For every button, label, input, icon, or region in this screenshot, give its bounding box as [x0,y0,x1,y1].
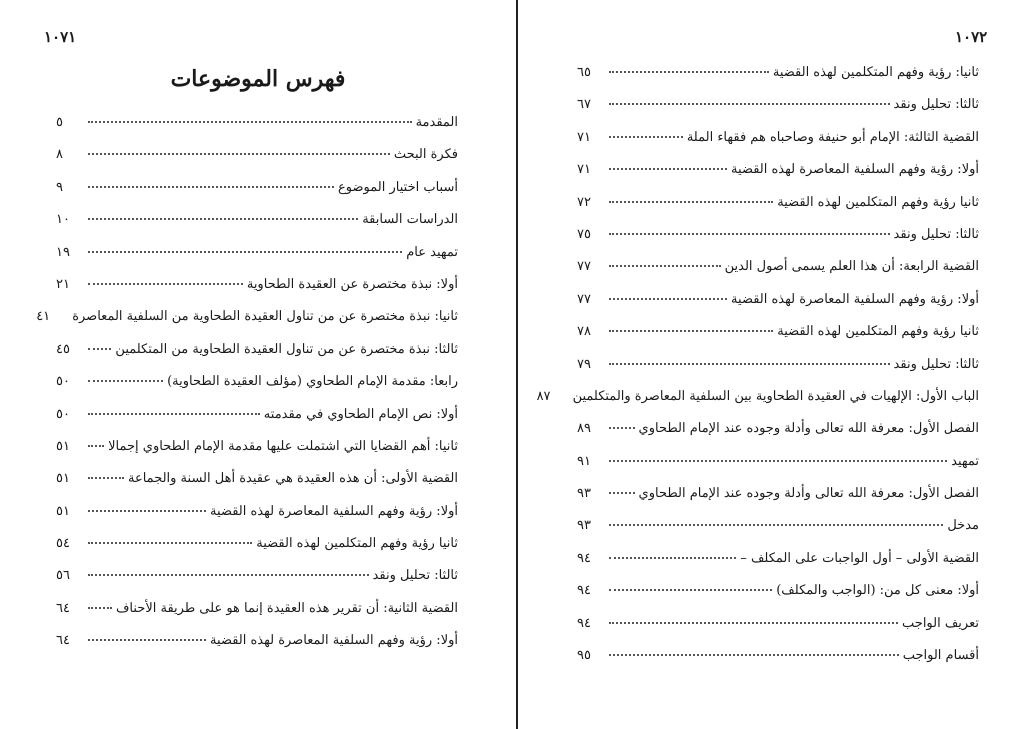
toc-entry-page: ٤١ [36,309,51,325]
dot-leader [88,121,412,123]
toc-entry-title: أولا: نص الإمام الطحاوي في مقدمته [263,406,458,422]
dot-leader [88,510,206,512]
toc-entry [56,471,458,503]
toc-entry-title: أقسام الواجب [902,648,979,664]
toc-entry [56,407,458,439]
toc-entry [56,342,458,374]
page-divider [516,0,518,729]
toc-entry-page: ٩٤ [577,550,591,566]
dot-leader [609,622,898,624]
toc-entry-title: رابعا: مقدمة الإمام الطحاوي (مؤلف العقيدة الطحاوية) [167,374,458,390]
toc-entry [56,601,458,633]
toc-entry-title: أولا: رؤية وفهم السلفية المعاصرة لهذه القضية [731,291,979,307]
toc-entry-title: القضية الثانية: أن تقرير هذه العقيدة إنما هو على طريقة الأحناف [115,600,458,616]
toc-entry-title: الباب الأول: الإلهيات في العقيدة الطحاوية بين السلفية المعاصرة والمتكلمين [572,388,979,404]
dot-leader [88,186,334,188]
toc-entry [56,439,458,471]
toc-entry [577,65,979,97]
toc-entry [577,518,979,550]
toc-entry [577,551,979,583]
toc-entry-page: ٧١ [577,129,591,145]
toc-entry [56,115,458,147]
toc-entry-page: ٨٧ [536,388,551,404]
dot-leader [88,153,390,155]
dot-leader [609,265,721,267]
toc-entry-title: أولا: رؤية وفهم السلفية المعاصرة لهذه القضية [210,503,458,519]
toc-entry [577,227,979,259]
toc-entry-title: ثانيا: رؤية وفهم المتكلمين لهذه القضية [772,65,979,80]
toc-entry-title: ثانيا رؤية وفهم المتكلمين لهذه القضية [777,324,979,340]
dot-leader [88,413,260,415]
toc-entry-title: ثانيا رؤية وفهم المتكلمين لهذه القضية [256,536,458,552]
dot-leader [609,492,635,494]
toc-entry-page: ٤٥ [56,341,70,357]
toc-entry [577,616,979,648]
toc-entry [56,504,458,536]
toc-entry [56,245,458,277]
toc-entry-page: ٢١ [56,276,70,292]
dot-leader [609,298,727,300]
toc-entry-page: ٨٩ [577,421,591,437]
page-number: ١٠٧١ [44,28,77,46]
dot-leader [88,218,358,220]
dot-leader [609,201,773,203]
toc-entry [56,277,458,309]
dot-leader [609,136,683,138]
toc-entry-page: ٥١ [56,438,70,454]
toc-entry-title: أولا: معنى كل من: (الواجب والمكلف) [776,583,979,599]
toc-entry [577,583,979,615]
dot-leader [88,607,112,609]
toc-entry-title: ثانيا: أهم القضايا التي اشتملت عليها مقدمة الإمام الطحاوي إجمالا [108,438,458,454]
toc-entry-page: ٥١ [56,503,70,519]
toc-entry-title: تمهيد [951,453,979,469]
toc-entry-page: ٦٤ [56,600,70,616]
toc-entry-page: ٥٦ [56,568,70,584]
toc-entry-title: تعريف الواجب [902,615,979,631]
toc-entry-title: ثالثا: تحليل ونقد [893,226,979,242]
toc-entry-title: تمهيد عام [406,244,458,260]
toc-entry-page: ٧٢ [577,194,591,210]
toc-entry [56,536,458,568]
toc-entry [577,162,979,194]
toc-entry [56,147,458,179]
dot-leader [609,330,773,332]
dot-leader [609,363,890,365]
toc-entry [56,374,458,406]
page-title: فهرس الموضوعات [170,66,346,92]
toc-entry [577,292,979,324]
toc-entry-page: ٧٧ [577,259,591,275]
toc-entry-title: ثالثا: تحليل ونقد [893,356,979,372]
toc-list-left [36,115,458,666]
toc-entry-page: ٨ [56,147,63,163]
toc-entry-title: القضية الأولى: أن هذه العقيدة هي عقيدة أهل السنة والجماعة [127,471,458,487]
toc-list-right [536,65,979,680]
dot-leader [609,524,943,526]
toc-entry-page: ٩٣ [577,518,591,534]
toc-entry-title: أولا: نبذة مختصرة عن العقيدة الطحاوية [246,276,458,292]
toc-entry-page: ٥٠ [56,374,70,390]
toc-entry-title: الدراسات السابقة [362,212,458,228]
toc-entry-title: مدخل [947,518,979,534]
toc-entry-title: فكرة البحث [393,147,458,163]
dot-leader [609,71,769,73]
toc-entry-page: ٥٤ [56,536,70,552]
toc-entry-page: ٩٤ [577,615,591,631]
toc-entry-page: ٩١ [577,453,591,469]
toc-entry-title: أولا: رؤية وفهم السلفية المعاصرة لهذه القضية [731,162,979,178]
toc-entry [577,486,979,518]
toc-entry-page: ٧٥ [577,226,591,242]
toc-entry [577,324,979,356]
toc-entry [577,97,979,129]
dot-leader [609,557,736,559]
toc-entry-title: الفصل الأول: معرفة الله تعالى وأدلة وجوده عند الإمام الطحاوي [638,486,979,502]
dot-leader [609,427,635,429]
toc-entry-title: أسباب اختيار الموضوع [338,179,458,195]
left-page [0,0,516,729]
dot-leader [88,348,111,350]
toc-entry [577,259,979,291]
toc-entry-page: ٩٤ [577,583,591,599]
dot-leader [609,589,772,591]
toc-entry-page: ٩٥ [577,648,591,664]
dot-leader [88,251,402,253]
toc-entry [36,309,458,341]
dot-leader [88,639,206,641]
toc-entry-page: ٩٣ [577,486,591,502]
toc-entry-page: ١٠ [56,212,70,228]
toc-entry-page: ٦٧ [577,97,591,113]
toc-entry [577,648,979,680]
toc-entry-page: ٩ [56,179,63,195]
toc-entry-page: ٧٩ [577,356,591,372]
dot-leader [609,233,890,235]
toc-entry-title: ثانيا رؤية وفهم المتكلمين لهذه القضية [777,194,979,210]
dot-leader [609,654,899,656]
toc-entry-title: الفصل الأول: معرفة الله تعالى وأدلة وجوده عند الإمام الطحاوي [638,421,979,437]
right-page [519,0,1034,729]
toc-entry [577,454,979,486]
toc-entry [56,180,458,212]
dot-leader [609,168,727,170]
toc-entry-page: ٥ [56,115,63,130]
dot-leader [88,477,124,479]
toc-entry-page: ٧١ [577,162,591,178]
toc-entry-title: القضية الأولى – أول الواجبات على المكلف – [740,550,979,566]
toc-entry [56,212,458,244]
toc-entry [577,195,979,227]
toc-entry-page: ٧٧ [577,291,591,307]
page-number: ١٠٧٢ [955,28,988,46]
toc-entry [56,568,458,600]
toc-entry-page: ١٩ [56,244,70,260]
dot-leader [88,574,369,576]
dot-leader [609,460,947,462]
toc-entry-title: ثالثا: نبذة مختصرة عن من تناول العقيدة الطحاوية من المتكلمين [115,341,458,357]
dot-leader [609,103,890,105]
dot-leader [88,380,163,382]
dot-leader [88,283,243,285]
toc-entry [56,633,458,665]
toc-entry [577,130,979,162]
toc-entry-page: ٦٥ [577,65,591,80]
toc-entry [536,388,979,421]
dot-leader [88,542,252,544]
toc-entry-title: المقدمة [415,115,458,130]
toc-entry-page: ٥٠ [56,406,70,422]
toc-entry-title: ثانيا: نبذة مختصرة عن من تناول العقيدة الطحاوية من السلفية المعاصرة [72,309,458,325]
toc-entry-title: ثالثا: تحليل ونقد [372,568,458,584]
toc-entry-page: ٦٤ [56,633,70,649]
toc-entry-title: ثالثا: تحليل ونقد [893,97,979,113]
dot-leader [88,445,104,447]
toc-entry-title: أولا: رؤية وفهم السلفية المعاصرة لهذه القضية [210,633,458,649]
toc-entry-page: ٥١ [56,471,70,487]
toc-entry [577,421,979,453]
toc-entry-page: ٧٨ [577,324,591,340]
toc-entry-title: القضية الرابعة: أن هذا العلم يسمى أصول الدين [724,259,979,275]
toc-entry [577,357,979,389]
toc-entry-title: القضية الثالثة: الإمام أبو حنيفة وصاحباه هم فقهاء الملة [686,129,979,145]
